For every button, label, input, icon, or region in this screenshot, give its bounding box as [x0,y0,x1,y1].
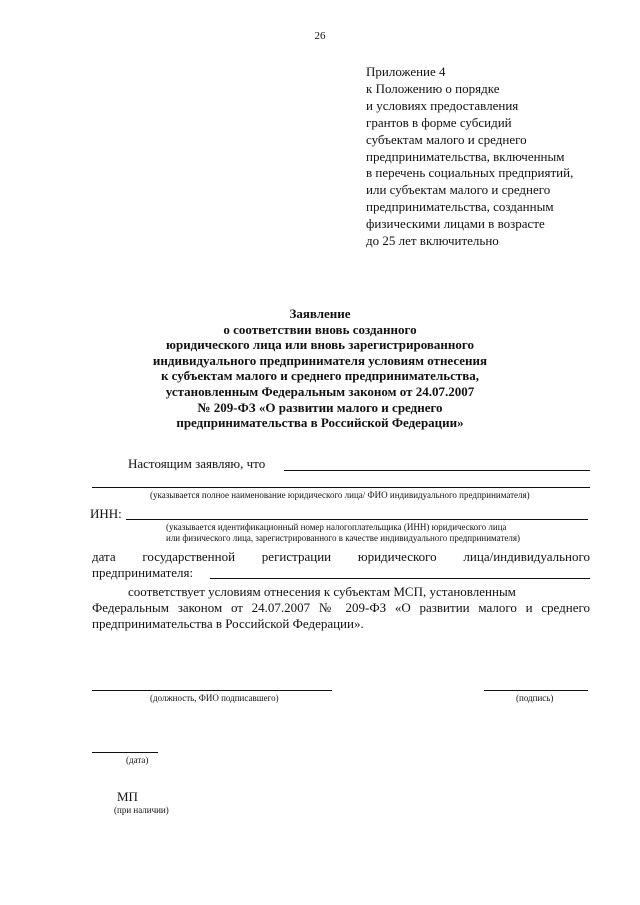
seal-hint: (при наличии) [114,805,169,815]
name-hint: (указывается полное наименование юридического лица/ ФИО индивидуального предпринимателя) [150,490,530,500]
title-line: о соответствии вновь созданного [223,321,417,337]
appendix-line: в перечень социальных предприятий, [366,165,574,181]
title-line: к субъектам малого и среднего предпринимательства, [160,368,480,384]
title-line: предпринимательства в Российской Федерации» [176,415,464,431]
signature-fill-line[interactable] [484,690,588,691]
compliance-line: соответствует условиям отнесения к субъектам МСП, установленным [128,584,516,599]
inn-hint: или физического лица, зарегистрированного в качестве индивидуального предпринимателя) [166,533,520,543]
compliance-line: Федеральным законом от 24.07.2007 № 209-ФЗ «О развитии малого и среднего [92,600,590,615]
inn-fill-line[interactable] [126,519,588,520]
title-line: установленным Федеральным законом от 24.07.2007 [165,383,475,399]
registration-date-fill-line[interactable] [210,578,590,579]
appendix-line: предпринимательства, созданным [366,199,554,215]
appendix-line: и условиях предоставления [366,97,519,113]
appendix-heading [366,64,573,250]
registration-date-line: предпринимателя: [92,565,194,581]
date-fill-line[interactable] [92,752,158,753]
name-fill-line[interactable] [92,487,590,488]
appendix-line: Приложение 4 [366,64,446,79]
compliance-block [92,600,590,632]
signature-hint: (подпись) [516,693,554,703]
title-line: юридического лица или вновь зарегистрированного [166,337,474,353]
title-line: № 209-ФЗ «О развитии малого и среднего [197,399,443,415]
appendix-line: субъектам малого и среднего [366,131,527,147]
appendix-line: грантов в форме субсидий [366,114,512,130]
title-line: индивидуального предпринимателя условиям отнесения [152,352,488,368]
position-hint: (должность, ФИО подписавшего) [150,693,279,703]
appendix-line: до 25 лет включительно [366,233,499,249]
document-title [60,306,580,431]
appendix-line: физическими лицами в возрасте [366,216,545,232]
appendix-line: предпринимательства, включенным [366,148,565,164]
date-hint: (дата) [126,755,149,765]
registration-date-line: дата государственной регистрации юридического лица/индивидуального [92,549,590,564]
appendix-line: или субъектам малого и среднего [366,182,551,198]
registration-date-block [92,549,590,581]
appendix-line: к Положению о порядке [366,80,500,96]
declare-label: Настоящим заявляю, что [128,456,266,471]
title-line: Заявление [289,306,351,321]
inn-label: ИНН: [90,506,122,521]
compliance-line: предпринимательства в Российской Федерации». [92,616,364,632]
page-number: 26 [314,30,326,42]
declare-fill-line[interactable] [284,470,590,471]
inn-hint: (указывается идентификационный номер налогоплательщика (ИНН) юридического лица [166,522,507,532]
seal-label: МП [117,789,138,804]
position-fill-line[interactable] [92,690,332,691]
